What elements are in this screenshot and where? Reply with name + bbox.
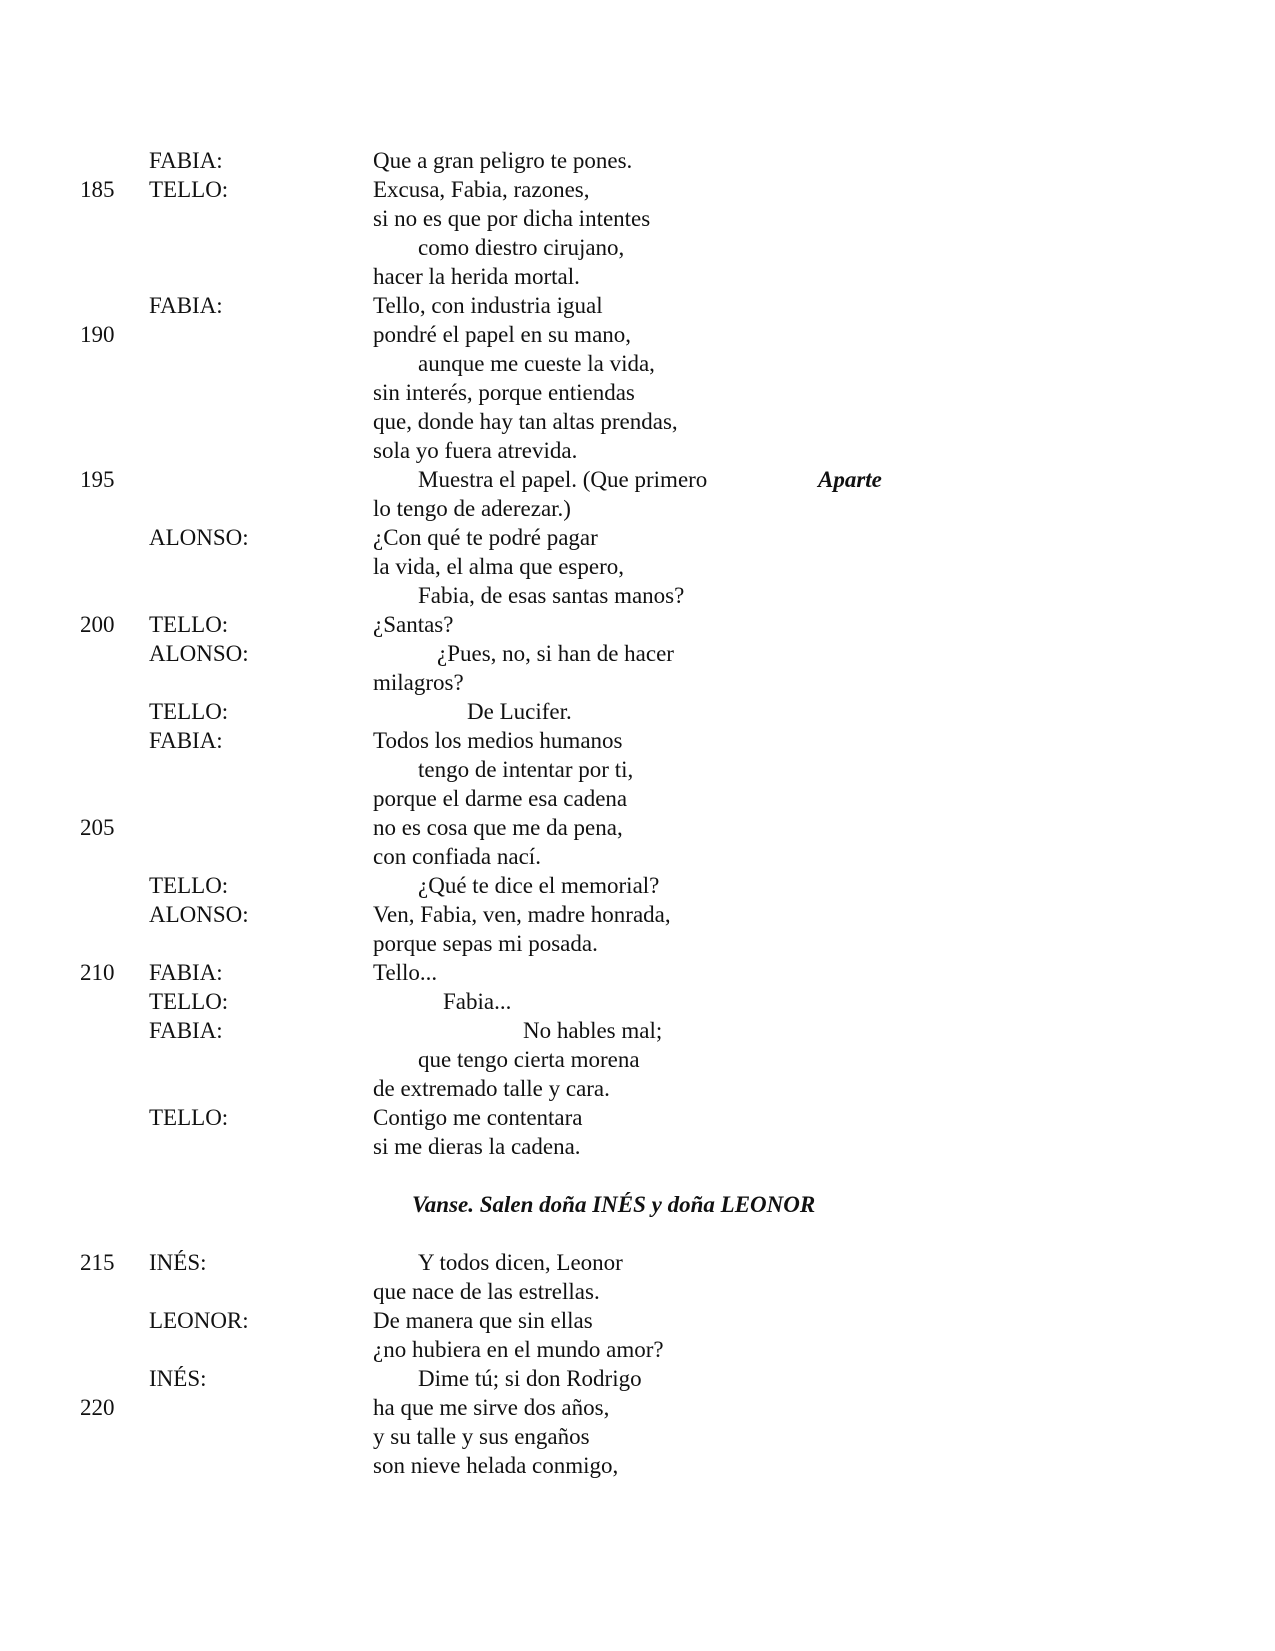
verse-text: ¿Con qué te podré pagar [373,525,598,550]
verse-text: lo tengo de aderezar.) [373,496,571,521]
verse-line [0,465,1275,494]
speaker-name: FABIA: [149,1018,223,1043]
verse-text: la vida, el alma que espero, [373,554,624,579]
line-number: 215 [80,1250,115,1275]
verse-text: Y todos dicen, Leonor [418,1250,623,1275]
verse-text: Dime tú; si don Rodrigo [418,1366,642,1391]
speaker-name: ALONSO: [149,902,249,927]
verse-line [0,929,1275,958]
verse-line [0,320,1275,349]
verse-line [0,610,1275,639]
speaker-name: FABIA: [149,728,223,753]
verse-line [0,1016,1275,1045]
verse-line [0,581,1275,610]
verse-text: aunque me cueste la vida, [418,351,655,376]
verse-text: y su talle y sus engaños [373,1424,590,1449]
verse-line [0,233,1275,262]
verse-text: con confiada nací. [373,844,541,869]
verse-line [0,552,1275,581]
verse-text: que, donde hay tan altas prendas, [373,409,678,434]
speaker-name: TELLO: [149,873,229,898]
verse-text: Todos los medios humanos [373,728,623,753]
verse-text: Tello... [373,960,438,985]
verse-text: no es cosa que me da pena, [373,815,623,840]
stage-direction-row [0,1190,1275,1219]
verse-text: ¿no hubiera en el mundo amor? [373,1337,664,1362]
verse-text: Muestra el papel. (Que primero [418,467,708,492]
speaker-name: INÉS: [149,1366,207,1391]
verse-text: Ven, Fabia, ven, madre honrada, [373,902,671,927]
verse-line [0,784,1275,813]
verse-text: porque sepas mi posada. [373,931,598,956]
speaker-name: FABIA: [149,148,223,173]
verse-line [0,639,1275,668]
verse-text: de extremado talle y cara. [373,1076,610,1101]
stage-direction: Vanse. Salen doña INÉS y doña LEONOR [412,1192,816,1217]
aside-direction: Aparte [818,467,882,492]
verse-text: Tello, con industria igual [373,293,603,318]
verse-line [0,1248,1275,1277]
verse-text: hacer la herida mortal. [373,264,580,289]
line-number: 205 [80,815,115,840]
verse-line [0,1103,1275,1132]
verse-line [0,175,1275,204]
verse-line [0,378,1275,407]
verse-text: ¿Pues, no, si han de hacer [437,641,674,666]
verse-text: si me dieras la cadena. [373,1134,581,1159]
verse-text: Contigo me contentara [373,1105,583,1130]
verse-text: sin interés, porque entiendas [373,380,635,405]
speaker-name: TELLO: [149,177,229,202]
verse-line [0,958,1275,987]
verse-line [0,900,1275,929]
speaker-name: ALONSO: [149,525,249,550]
verse-text: No hables mal; [523,1018,663,1043]
speaker-name: FABIA: [149,960,223,985]
line-number: 200 [80,612,115,637]
speaker-name: LEONOR: [149,1308,249,1333]
verse-text: milagros? [373,670,464,695]
speaker-name: INÉS: [149,1250,207,1275]
verse-line [0,697,1275,726]
verse-line [0,726,1275,755]
verse-text: ha que me sirve dos años, [373,1395,610,1420]
verse-line [0,291,1275,320]
verse-line [0,755,1275,784]
verse-line [0,494,1275,523]
verse-line [0,871,1275,900]
verse-line [0,987,1275,1016]
speaker-name: TELLO: [149,612,229,637]
verse-text: Fabia, de esas santas manos? [418,583,685,608]
verse-text: como diestro cirujano, [418,235,625,260]
verse-text: que nace de las estrellas. [373,1279,600,1304]
verse-line [0,1045,1275,1074]
line-number: 190 [80,322,115,347]
verse-line [0,1422,1275,1451]
line-number: 185 [80,177,115,202]
speaker-name: TELLO: [149,699,229,724]
verse-text: De manera que sin ellas [373,1308,593,1333]
verse-text: porque el darme esa cadena [373,786,628,811]
verse-text: Fabia... [443,989,512,1014]
verse-text: son nieve helada conmigo, [373,1453,619,1478]
verse-line [0,349,1275,378]
verse-line [0,1451,1275,1480]
verse-text: Que a gran peligro te pones. [373,148,633,173]
verse-line [0,436,1275,465]
speaker-name: TELLO: [149,1105,229,1130]
verse-line [0,1364,1275,1393]
speaker-name: TELLO: [149,989,229,1014]
line-number: 195 [80,467,115,492]
verse-text: tengo de intentar por ti, [418,757,634,782]
verse-text: que tengo cierta morena [418,1047,640,1072]
verse-line [0,146,1275,175]
verse-text: pondré el papel en su mano, [373,322,632,347]
verse-line [0,813,1275,842]
verse-line [0,668,1275,697]
verse-line [0,262,1275,291]
verse-line [0,1306,1275,1335]
speaker-name: ALONSO: [149,641,249,666]
verse-line [0,1277,1275,1306]
verse-line [0,1335,1275,1364]
line-number: 220 [80,1395,115,1420]
verse-text: si no es que por dicha intentes [373,206,651,231]
verse-text: Excusa, Fabia, razones, [373,177,590,202]
verse-line [0,842,1275,871]
verse-line [0,1393,1275,1422]
verse-line [0,523,1275,552]
verse-line [0,1132,1275,1161]
verse-text: De Lucifer. [467,699,572,724]
verse-text: sola yo fuera atrevida. [373,438,578,463]
verse-text: ¿Qué te dice el memorial? [418,873,660,898]
verse-line [0,204,1275,233]
verse-line [0,1074,1275,1103]
verse-text: ¿Santas? [373,612,454,637]
line-number: 210 [80,960,115,985]
verse-line [0,407,1275,436]
speaker-name: FABIA: [149,293,223,318]
